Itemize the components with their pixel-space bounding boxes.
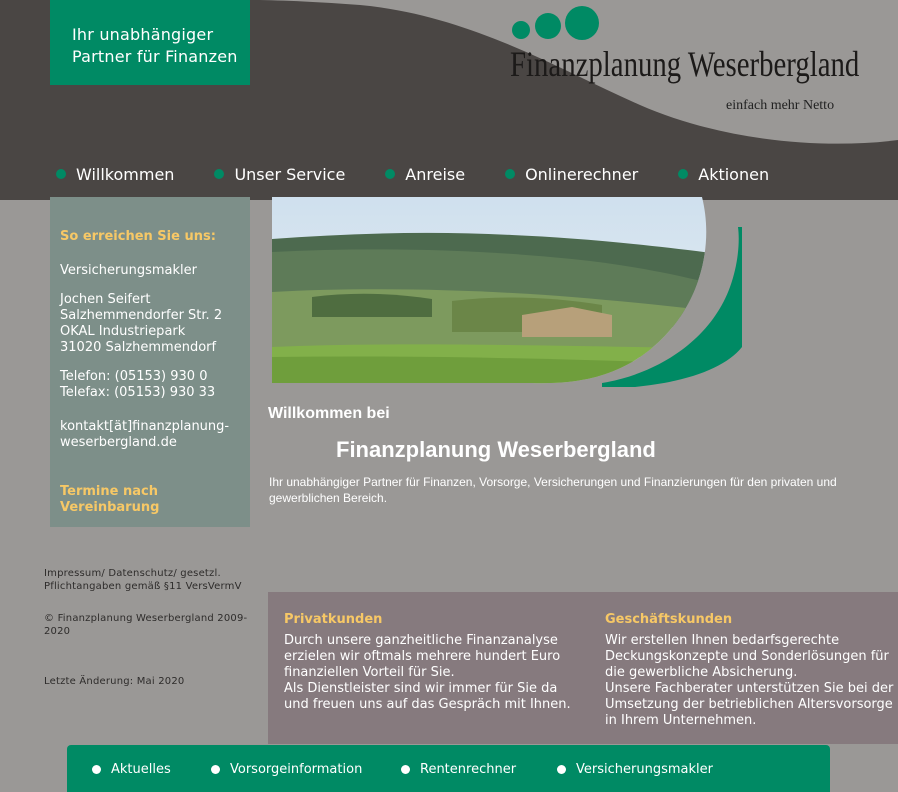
tagline-box — [50, 0, 250, 85]
bullet-icon — [557, 765, 566, 774]
bullet-icon — [56, 169, 66, 179]
bullet-icon — [678, 169, 688, 179]
contact-email-line2[interactable]: weserbergland.de — [60, 435, 177, 450]
business-customers-text: Wir erstellen Ihnen bedarfsgerechte Deckungskonzepte und Sonderlösungen für die gewerbliche Absicherung. Unsere Fachberater unterstützen Sie bei der Umsetzung der betrieblichen Altersvorsorge in Ihrem Unternehmen. — [605, 633, 894, 728]
appointment-line2: Vereinbarung — [60, 500, 160, 515]
bottom-nav-label: Rentenrechner — [420, 762, 517, 777]
logo-title[interactable]: Finanzplanung Weserbergland — [510, 44, 860, 84]
contact-heading: So erreichen Sie uns: — [60, 229, 216, 244]
legal-link[interactable]: Impressum/ Datenschutz/ gesetzl. Pflichtangaben gemäß §11 VersVermV — [44, 568, 242, 592]
last-change-text: Letzte Änderung: Mai 2020 — [44, 676, 185, 687]
bottom-nav-label: Aktuelles — [111, 762, 171, 777]
bullet-icon — [92, 765, 101, 774]
logo-subtitle: einfach mehr Netto — [726, 98, 835, 113]
welcome-heading: Willkommen bei — [268, 405, 390, 422]
bullet-icon — [214, 169, 224, 179]
contact-building: OKAL Industriepark — [60, 324, 186, 339]
nav-label: Aktionen — [698, 164, 770, 184]
bottom-nav-label: Versicherungsmakler — [576, 762, 713, 777]
contact-street: Salzhemmendorfer Str. 2 — [60, 308, 223, 323]
bottom-nav-versicherungsmakler[interactable] — [557, 762, 713, 777]
nav-item-unser-service[interactable] — [214, 165, 345, 184]
contact-name: Jochen Seifert — [60, 292, 151, 307]
nav-item-anreise[interactable] — [385, 165, 465, 184]
bottom-nav-label: Vorsorgeinformation — [230, 762, 363, 777]
private-customers-heading: Privatkunden — [284, 612, 383, 627]
nav-item-onlinerechner[interactable] — [505, 165, 638, 184]
business-customers-column — [605, 612, 897, 729]
bottom-nav-vorsorgeinformation[interactable] — [211, 762, 362, 777]
nav-label: Willkommen — [76, 164, 175, 184]
bottom-nav-aktuelles[interactable] — [92, 762, 171, 777]
bullet-icon — [211, 765, 220, 774]
contact-city: 31020 Salzhemmendorf — [60, 340, 217, 355]
bullet-icon — [505, 169, 515, 179]
welcome-company: Finanzplanung Weserbergland — [336, 437, 656, 462]
tagline-text: Ihr unabhängiger Partner für Finanzen — [72, 25, 238, 66]
contact-email-line1[interactable]: kontakt[ät]finanzplanung- — [60, 419, 230, 434]
intro-text: Ihr unabhängiger Partner für Finanzen, Vorsorge, Versicherungen und Finanzierungen für den privaten und gewerblichen Bereich. — [269, 475, 837, 505]
bullet-icon — [401, 765, 410, 774]
bullet-icon — [385, 169, 395, 179]
contact-fax: Telefax: (05153) 930 33 — [60, 385, 216, 400]
bottom-nav-rentenrechner[interactable] — [401, 762, 516, 777]
nav-label: Anreise — [405, 164, 466, 184]
contact-phone: Telefon: (05153) 930 0 — [60, 369, 208, 384]
appointment-line1: Termine nach — [60, 484, 158, 499]
main-nav — [56, 162, 769, 186]
nav-label: Onlinerechner — [525, 164, 639, 184]
contact-role: Versicherungsmakler — [60, 263, 197, 278]
business-customers-heading: Geschäftskunden — [605, 612, 733, 627]
logo-dots-icon — [510, 5, 600, 45]
contact-sidebar — [50, 197, 250, 527]
hero-landscape-image — [272, 197, 742, 387]
private-customers-text: Durch unsere ganzheitliche Finanzanalyse erzielen wir oftmals mehrere hundert Euro finanziellen Vorteil für Sie. Als Dienstleister sind wir immer für Sie da und freuen uns auf das Gespräch mit Ihnen. — [284, 633, 571, 712]
nav-item-aktionen[interactable] — [678, 165, 769, 184]
private-customers-column — [284, 612, 576, 713]
nav-label: Unser Service — [234, 164, 346, 184]
nav-item-willkommen[interactable] — [56, 165, 174, 184]
copyright-text: © Finanzplanung Weserbergland 2009-2020 — [44, 613, 248, 637]
